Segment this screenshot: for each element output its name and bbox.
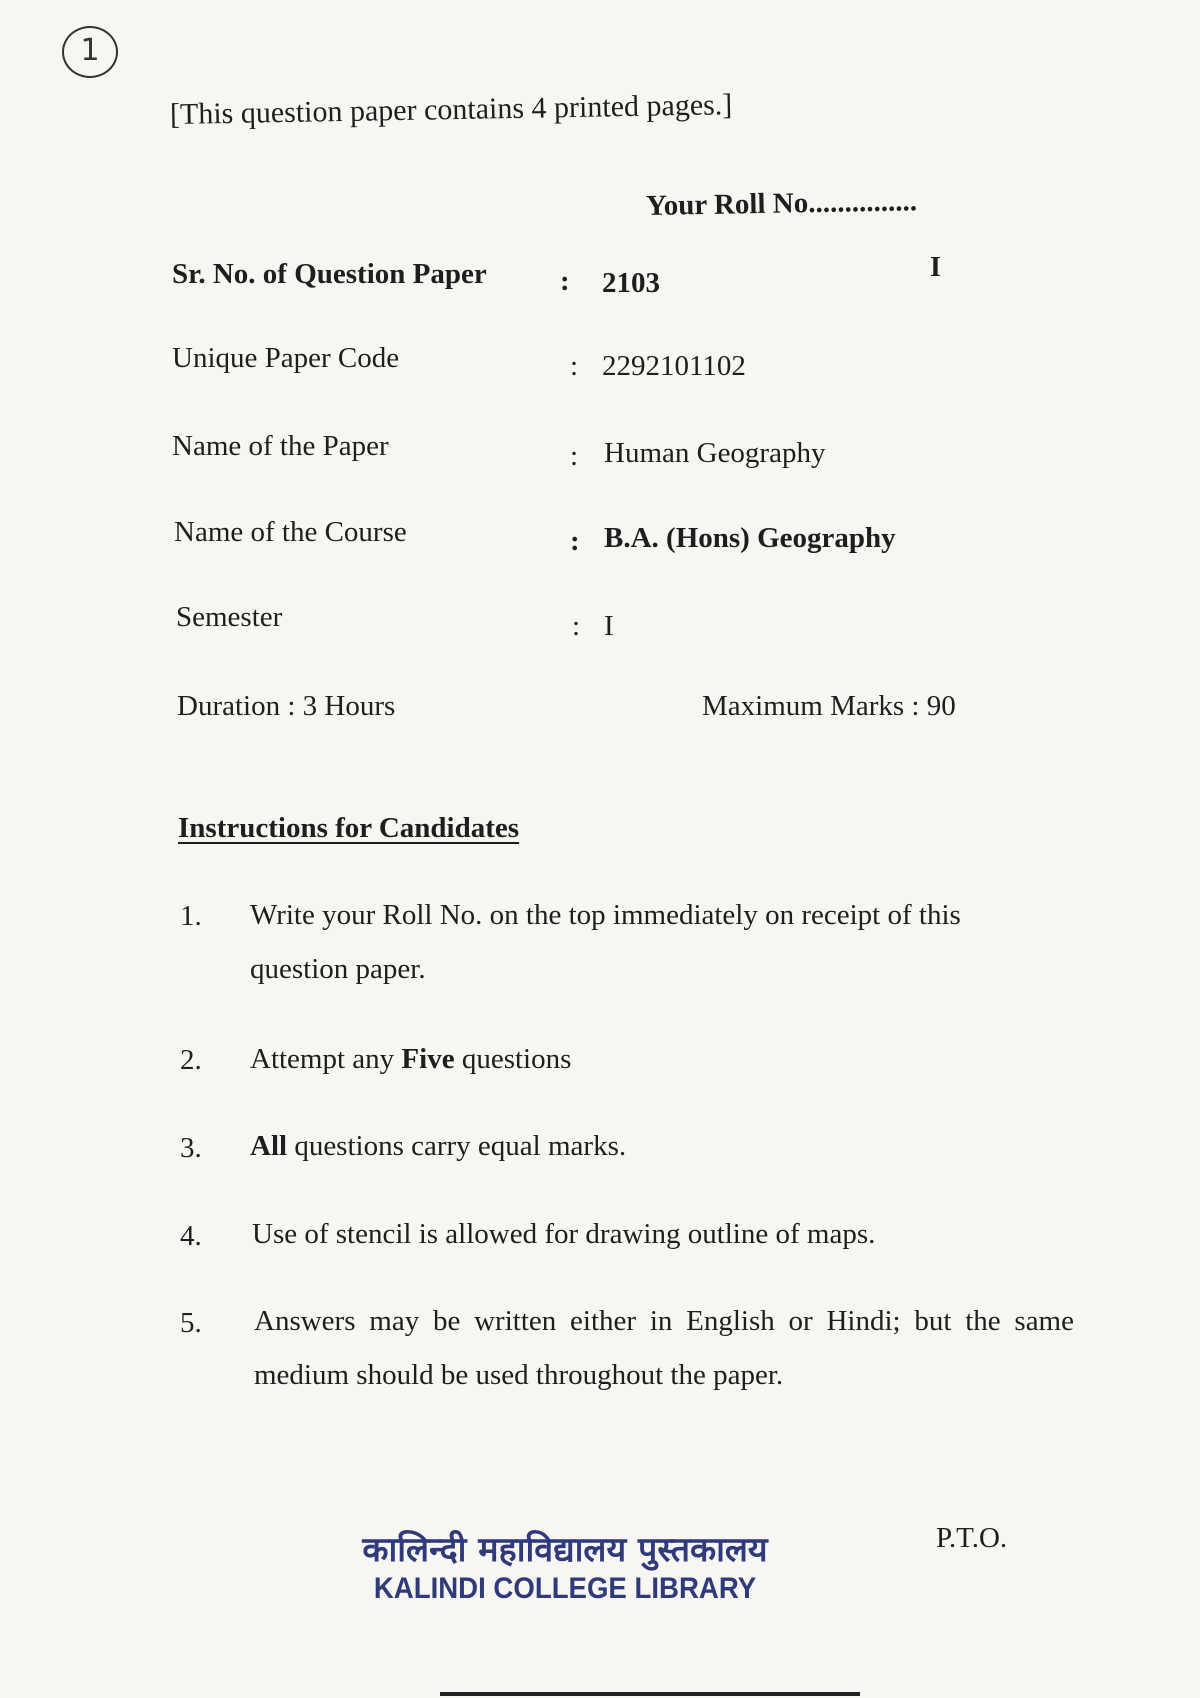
page-number-mark: 1	[62, 26, 118, 78]
instruction-item: Write your Roll No. on the top immediately on receipt of this question paper.	[250, 899, 961, 985]
field-colon: :	[570, 525, 580, 557]
field-colon: :	[572, 610, 581, 642]
field-value-sr-no: 2103	[602, 267, 660, 299]
instruction-number: 4.	[180, 1220, 202, 1252]
instruction-emphasis: Five	[401, 1043, 455, 1075]
library-stamp-english: KALINDI COLLEGE LIBRARY	[373, 1572, 757, 1605]
library-stamp-hindi: कालिन्दी महाविद्यालय पुस्तकालय	[362, 1530, 768, 1570]
field-colon: :	[570, 350, 579, 382]
instruction-item	[250, 1032, 1050, 1086]
maximum-marks: Maximum Marks : 90	[702, 690, 956, 722]
field-value-paper-name: Human Geography	[604, 437, 826, 469]
field-value-paper-code: 2292101102	[602, 350, 746, 382]
instruction-number: 3.	[180, 1132, 202, 1164]
field-colon: :	[570, 440, 579, 472]
page-bottom-rule	[440, 1692, 860, 1696]
library-stamp	[325, 1528, 805, 1606]
field-label-sr-no: Sr. No. of Question Paper	[172, 258, 487, 290]
instruction-number: 1.	[180, 900, 202, 932]
instruction-text: questions carry equal marks.	[287, 1130, 627, 1162]
duration: Duration : 3 Hours	[177, 690, 396, 722]
instruction-text: Attempt any	[250, 1043, 402, 1075]
instructions-heading: Instructions for Candidates	[178, 812, 520, 844]
instruction-item: Use of stencil is allowed for drawing outline of maps.	[252, 1218, 876, 1250]
pages-notice: [This question paper contains 4 printed pages.]	[169, 88, 733, 131]
instruction-item: Answers may be written either in English or Hindi; but the same medium should be used throughout the paper.	[254, 1305, 1074, 1391]
instruction-item	[250, 1119, 1050, 1173]
field-label-paper-name: Name of the Paper	[172, 430, 389, 462]
instruction-number: 5.	[180, 1307, 202, 1339]
field-value-course-name: B.A. (Hons) Geography	[604, 522, 896, 554]
field-label-course-name: Name of the Course	[174, 516, 407, 548]
roll-number-field: Your Roll No...............	[645, 185, 918, 222]
instruction-number: 2.	[180, 1044, 202, 1076]
field-value-semester: I	[604, 610, 614, 642]
please-turn-over: P.T.O.	[936, 1522, 1008, 1554]
field-label-paper-code: Unique Paper Code	[172, 342, 400, 374]
instruction-emphasis: All	[250, 1130, 288, 1162]
instruction-text: questions	[454, 1043, 572, 1075]
field-label-semester: Semester	[176, 601, 283, 633]
set-code: I	[930, 252, 941, 283]
field-colon: :	[560, 265, 570, 297]
